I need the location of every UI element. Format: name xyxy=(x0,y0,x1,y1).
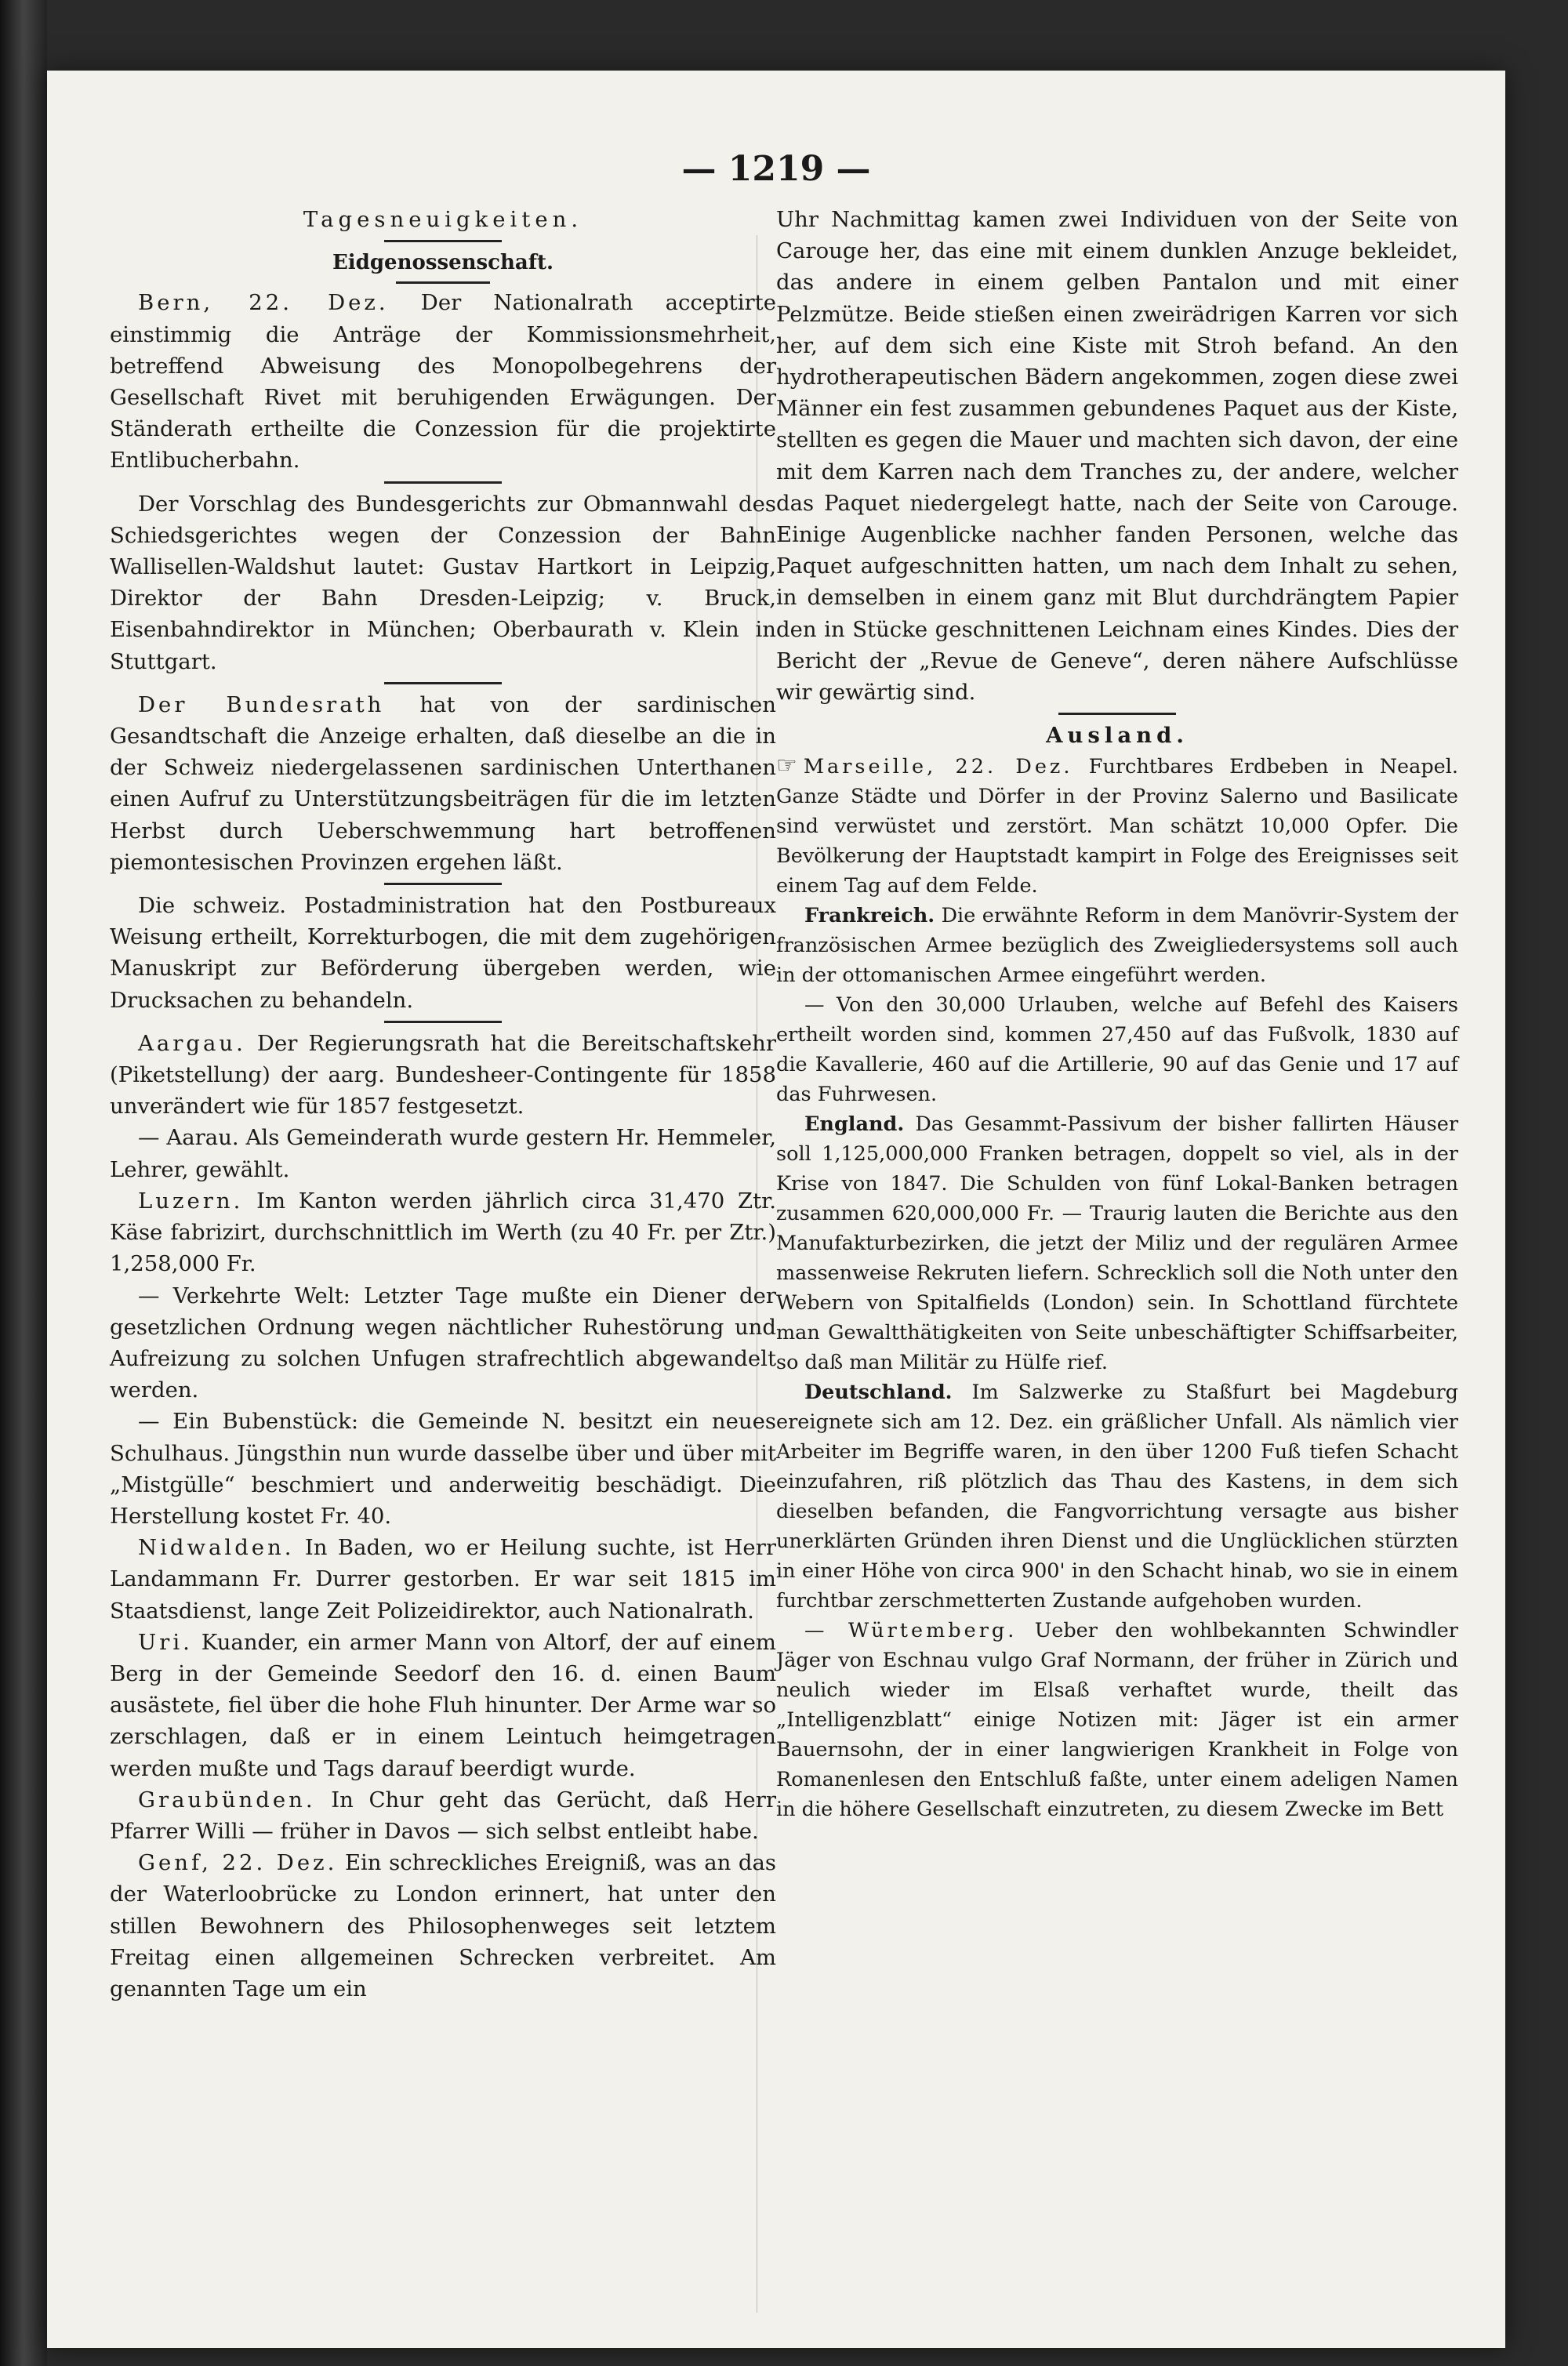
divider-rule xyxy=(384,883,502,885)
article-text: Im Kanton werden jährlich circa 31,470 Ztr. Käse fabrizirt, durchschnittlich im Werth (zu 40 Fr. per Ztr.) 1,258,000 Fr. xyxy=(110,1188,776,1277)
left-column xyxy=(110,204,776,2005)
article-text: Kuander, ein armer Mann von Altorf, der auf einem Berg in der Gemeinde Seedorf den 16. d. einen Baum ausästete, fiel über die hohe Fluh hinunter. Der Arme war so zerschlagen, daß er in einem Leintuch heimgetragen werden mußte und Tags darauf beerdigt wurde. xyxy=(110,1629,776,1781)
article-text: Der Nationalrath acceptirte einstimmig die Anträge der Kommissionsmehrheit, betreffend Abweisung des Monopolbegehrens der Gesellschaft Rivet mit beruhigenden Erwägungen. Der Ständerath ertheilte die Conzession für die projektirte Entlibucherbahn. xyxy=(110,290,776,474)
article-text: Furchtbares Erdbeben in Neapel. Ganze Städte und Dörfer in der Provinz Salerno und Basilicate sind verwüstet und zerstört. Man schätzt 10,000 Opfer. Die Bevölkerung der Hauptstadt kampirt in Folge des Ereignisses seit einem Tag auf dem Felde. xyxy=(776,755,1458,898)
article-deutschland xyxy=(776,1377,1458,1616)
article-text: Die erwähnte Reform in dem Manövrir-System der französischen Armee bezüglich des Zweigliedersystems soll auch in der ottomanischen Armee eingeführt werden. xyxy=(776,904,1458,988)
article-graubuenden xyxy=(110,1784,776,1847)
divider-rule xyxy=(384,682,502,684)
divider-rule xyxy=(396,281,490,284)
article-text: Das Gesammt-Passivum der bisher fallirten Häuser soll 1,125,000,000 Franken betragen, doppelt so viel, als in der Krise von 1847. Die Schulden von fünf Lokal-Banken betragen zusammen 620,000,000 Fr. — Traurig lauten die Berichte aus den Manufakturbezirken, die jetzt der Miliz und der regulären Armee massenweise Rekruten liefern. Schrecklich soll die Noth unter den Webern von Spitalfields (London) sein. In Schottland fürchtete man Gewaltthätigkeiten von Seite unbeschäftigter Schiffsarbeiter, so daß man Militär zu Hülfe rief. xyxy=(776,1112,1459,1375)
article-text: hat von der sardinischen Gesandtschaft die Anzeige erhalten, daß dieselbe an die in der Schweiz niedergelassenen sardinischen Unterthanen einen Aufruf zu Unterstützungsbeiträgen für die im letzten Herbst durch Ueberschwemmung hart betroffenen piemontesischen Provinzen ergehen läßt. xyxy=(110,691,776,875)
country-heading: Frankreich. xyxy=(804,904,935,928)
section-title-foreign: Ausland. xyxy=(1046,723,1189,749)
dateline: Bern, 22. Dez. xyxy=(138,290,389,316)
article-text: Ein schreckliches Ereigniß, was an das der Waterloobrücke zu London erinnert, hat unter den stillen Bewohnern des Philosophenweges seit letztem Freitag einen allgemeinen Schrecken verbreitet. Am genannten Tage um ein xyxy=(110,1850,776,2001)
article-aarau: — Aarau. Als Gemeinderath wurde gestern Hr. Hemmeler, Lehrer, gewählt. xyxy=(110,1125,776,1182)
article-luzern xyxy=(110,1185,776,1280)
article-text: Im Salzwerke zu Staßfurt bei Magdeburg ereignete sich am 12. Dez. ein gräßlicher Unfall. Als nämlich vier Arbeiter im Begriffe waren, in den über 1200 Fuß tiefen Schacht einzufahren, riß plötzlich das Thau des Kastens, in dem sich dieselben befanden, die Fangvorrichtung versagte aus bisher unerklärten Gründen ihren Dienst und die Unglücklichen stürzten in einer Höhe von circa 900' in den Schacht hinab, wo sie in einem furchtbar zerschmetterten Zustande aufgehoben wurden. xyxy=(776,1381,1459,1613)
dateline: Graubünden. xyxy=(138,1787,316,1813)
dateline: Marseille, 22. Dez. xyxy=(803,755,1073,779)
country-heading: England. xyxy=(804,1112,905,1137)
dateline: Luzern. xyxy=(138,1188,244,1214)
right-column xyxy=(776,204,1458,1824)
dateline: — Würtemberg. xyxy=(804,1619,1018,1643)
article-england xyxy=(776,1109,1458,1377)
dateline: Genf, 22. Dez. xyxy=(138,1850,338,1876)
article-aargau xyxy=(110,1028,776,1123)
article-bundesgericht: Der Vorschlag des Bundesgerichts zur Obmannwahl des Schiedsgerichtes wegen der Conzession der Bahn Wallisellen-Waldshut lautet: Gustav Hartkort in Leipzig, Direktor der Bahn Dresden-Leipzig; v. Bruck, Eisenbahndirektor in München; Oberbaurath v. Klein in Stuttgart. xyxy=(110,491,776,674)
article-genf xyxy=(110,1847,776,2005)
book-spine xyxy=(0,0,47,2366)
dateline: Nidwalden. xyxy=(138,1535,295,1561)
article-text: Ueber den wohlbekannten Schwindler Jäger von Eschnau vulgo Graf Normann, der früher in Zürich und neulich wieder im Elsaß verhaftet wurde, theilt das „Intelligenzblatt“ einige Notizen mit: Jäger ist ein armer Bauernsohn, der in einer langwierigen Krankheit in Folge von Romanenlesen den Entschluß faßte, unter einem adeligen Namen in die höhere Gesellschaft einzutreten, zu diesem Zwecke im Bett xyxy=(776,1619,1458,1822)
article-frankreich-urlaube: — Von den 30,000 Urlauben, welche auf Befehl des Kaisers ertheilt worden sind, kommen 27,450 auf das Fußvolk, 1830 auf die Kavallerie, 460 auf die Artillerie, 90 auf das Genie und 17 auf das Fuhrwesen. xyxy=(776,993,1458,1107)
article-text: In Baden, wo er Heilung suchte, ist Herr Landammann Fr. Durrer gestorben. Er war seit 1815 im Staatsdienst, lange Zeit Polizeidirektor, auch Nationalrath. xyxy=(110,1535,776,1624)
article-bubenstueck: — Ein Bubenstück: die Gemeinde N. besitzt ein neues Schulhaus. Jüngsthin nun wurde dasselbe über und über mit „Mistgülle“ beschmiert und anderweitig beschädigt. Die Herstellung kostet Fr. 40. xyxy=(110,1409,776,1529)
page-number: — 1219 — xyxy=(681,149,871,189)
article-nidwalden xyxy=(110,1532,776,1627)
divider-rule xyxy=(1058,713,1176,715)
divider-rule xyxy=(384,240,502,242)
article-wuertemberg xyxy=(776,1616,1458,1824)
divider-rule xyxy=(384,1021,502,1023)
article-bundesrath xyxy=(110,689,776,878)
country-heading: Deutschland. xyxy=(804,1381,953,1405)
article-marseille xyxy=(776,751,1458,901)
article-verkehrte-welt: — Verkehrte Welt: Letzter Tage mußte ein Diener der gesetzlichen Ordnung wegen nächtlicher Ruhestörung und Aufreizung zu solchen Unfugen strafrechtlich abgewandelt werden. xyxy=(110,1283,776,1403)
dateline: Aargau. xyxy=(138,1030,246,1056)
article-postadministration: Die schweiz. Postadministration hat den Postbureaux Weisung ertheilt, Korrekturbogen, die mit dem zugehörigen Manuskript zur Beförderung übergeben werden, wie Drucksachen zu behandeln. xyxy=(110,893,776,1013)
section-title-domestic: Tagesneuigkeiten. xyxy=(303,207,583,232)
pointing-hand-icon: ☞ xyxy=(776,752,797,780)
divider-rule xyxy=(384,481,502,484)
article-genf-continued: Uhr Nachmittag kamen zwei Individuen von der Seite von Carouge her, das eine mit einem dunklen Anzuge bekleidet, das andere in einem gelben Pantalon und mit einer Pelzmütze. Beide stießen einen zweirädrigen Karren vor sich her, auf dem sich eine Kiste mit Stroh befand. An den hydrotherapeutischen Bädern angekommen, zogen diese zwei Männer ein fest zusammen gebundenes Paquet aus der Kiste, stellten es gegen die Mauer und machten sich davon, der eine mit dem Karren nach dem Tranches zu, der andere, welcher das Paquet niedergelegt hatte, nach der Seite von Carouge. Einige Augenblicke nachher fanden Personen, welche das Paquet aufgeschnitten hatten, um nach dem Inhalt zu sehen, in demselben in einem ganz mit Blut durchdrängtem Papier den in Stücke geschnittenen Leichnam eines Kindes. Dies der Bericht der „Revue de Geneve“, deren nähere Aufschlüsse wir gewärtig sind. xyxy=(776,207,1458,706)
newspaper-page xyxy=(47,71,1505,2348)
dateline: Der Bundesrath xyxy=(138,691,385,717)
article-bern xyxy=(110,287,776,476)
article-text: In Chur geht das Gerücht, daß Herr Pfarrer Willi — früher in Davos — sich selbst entleibt habe. xyxy=(110,1787,776,1844)
article-frankreich xyxy=(776,901,1458,990)
article-text: Der Regierungsrath hat die Bereitschaftskehr (Piketstellung) der aarg. Bundesheer-Contingente für 1858 unverändert wie für 1857 festgesetzt. xyxy=(110,1030,777,1119)
dateline: Uri. xyxy=(138,1629,193,1655)
subsection-title-confederation: Eidgenossenschaft. xyxy=(332,251,554,275)
article-uri xyxy=(110,1627,776,1784)
